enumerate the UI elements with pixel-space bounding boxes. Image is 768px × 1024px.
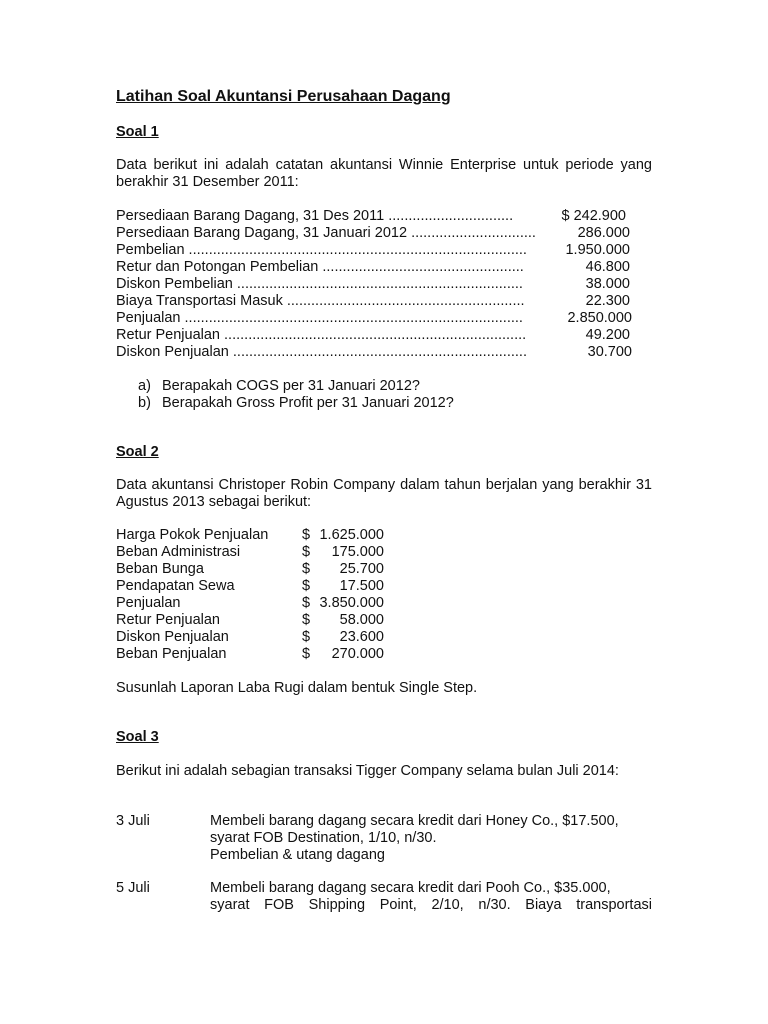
- item-value: 175.000: [331, 544, 384, 560]
- item-label: Beban Bunga: [116, 561, 204, 577]
- item-amount: 30.700: [587, 344, 632, 360]
- item-label: Diskon Pembelian .......................................................................: [116, 276, 523, 292]
- item-amount: 49.200: [585, 327, 630, 343]
- list-item: [116, 208, 636, 225]
- list-item: [116, 629, 396, 646]
- soal3-heading: Soal 3: [116, 729, 159, 745]
- list-item: [116, 578, 396, 595]
- item-currency: $: [302, 544, 311, 560]
- item-label: Pendapatan Sewa: [116, 578, 235, 594]
- soal2-intro: Data akuntansi Christoper Robin Company dalam tahun berjalan yang berakhir 31 Agustus 2013 sebagai berikut:: [116, 477, 652, 510]
- item-amount: 46.800: [585, 259, 630, 275]
- item-value: 3.850.000: [319, 595, 384, 611]
- list-item: [116, 259, 636, 276]
- transaction-date: 5 Juli: [116, 880, 150, 896]
- list-item: [116, 310, 636, 327]
- item-label: Diskon Penjualan .........................................................................: [116, 344, 527, 360]
- list-item: [116, 225, 636, 242]
- item-currency: $: [302, 595, 311, 611]
- soal2-instruction: Susunlah Laporan Laba Rugi dalam bentuk Single Step.: [116, 680, 478, 696]
- item-label: Pembelian ....................................................................................: [116, 242, 527, 258]
- transaction-date: 3 Juli: [116, 813, 150, 829]
- item-amount: 22.300: [585, 293, 630, 309]
- item-currency: $: [302, 527, 311, 543]
- item-value: 23.600: [339, 629, 384, 645]
- item-label: Penjualan: [116, 595, 181, 611]
- list-item: [116, 293, 636, 310]
- document-title: Latihan Soal Akuntansi Perusahaan Dagang: [116, 88, 451, 105]
- list-item: [116, 561, 396, 578]
- soal2-heading: Soal 2: [116, 444, 159, 460]
- item-label: Harga Pokok Penjualan: [116, 527, 269, 543]
- list-item: [116, 527, 396, 544]
- item-value: 1.625.000: [319, 527, 384, 543]
- item-amount: 2.850.000: [567, 310, 632, 326]
- item-currency: $: [302, 578, 311, 594]
- item-label: Beban Administrasi: [116, 544, 241, 560]
- item-currency: $: [302, 646, 311, 662]
- list-item: [116, 276, 636, 293]
- transaction-description: Membeli barang dagang secara kredit dari Honey Co., $17.500, syarat FOB Destination, 1/10, n/30. Pembelian & utang dagang: [210, 813, 619, 863]
- list-item: [116, 327, 636, 344]
- list-item: [116, 646, 396, 663]
- item-currency: $: [302, 629, 311, 645]
- item-currency: $: [302, 612, 311, 628]
- soal1-heading: Soal 1: [116, 124, 159, 140]
- soal3-intro: Berikut ini adalah sebagian transaksi Tigger Company selama bulan Juli 2014:: [116, 763, 619, 779]
- item-amount: 1.950.000: [565, 242, 630, 258]
- item-label: Penjualan ....................................................................................: [116, 310, 523, 326]
- soal1-question-b: b) Berapakah Gross Profit per 31 Januari 2012?: [138, 395, 454, 411]
- item-label: Retur Penjualan ...........................................................................: [116, 327, 527, 343]
- item-label: Diskon Penjualan: [116, 629, 229, 645]
- list-item: [116, 544, 396, 561]
- item-value: 270.000: [331, 646, 384, 662]
- item-label: Retur Penjualan: [116, 612, 220, 628]
- item-label: Persediaan Barang Dagang, 31 Des 2011 ...............................: [116, 208, 514, 224]
- list-item: [116, 595, 396, 612]
- item-currency: $: [302, 561, 311, 577]
- list-item: [116, 612, 396, 629]
- item-amount: 38.000: [585, 276, 630, 292]
- transaction-description: Membeli barang dagang secara kredit dari Pooh Co., $35.000, syarat FOB Shipping Point, 2/10, n/30. Biaya transportasi: [210, 880, 652, 913]
- item-amount: $ 242.900: [561, 208, 626, 224]
- item-value: 25.700: [339, 561, 384, 577]
- item-label: Biaya Transportasi Masuk ...........................................................: [116, 293, 525, 309]
- item-label: Retur dan Potongan Pembelian ..................................................: [116, 259, 524, 275]
- list-item: [116, 242, 636, 259]
- list-item: [116, 344, 636, 361]
- item-label: Beban Penjualan: [116, 646, 227, 662]
- item-amount: 286.000: [577, 225, 630, 241]
- item-label: Persediaan Barang Dagang, 31 Januari 2012 ...............................: [116, 225, 536, 241]
- item-value: 17.500: [339, 578, 384, 594]
- soal1-question-a: a) Berapakah COGS per 31 Januari 2012?: [138, 378, 420, 394]
- soal1-intro: Data berikut ini adalah catatan akuntansi Winnie Enterprise untuk periode yang berakhir 31 Desember 2011:: [116, 157, 652, 190]
- item-value: 58.000: [339, 612, 384, 628]
